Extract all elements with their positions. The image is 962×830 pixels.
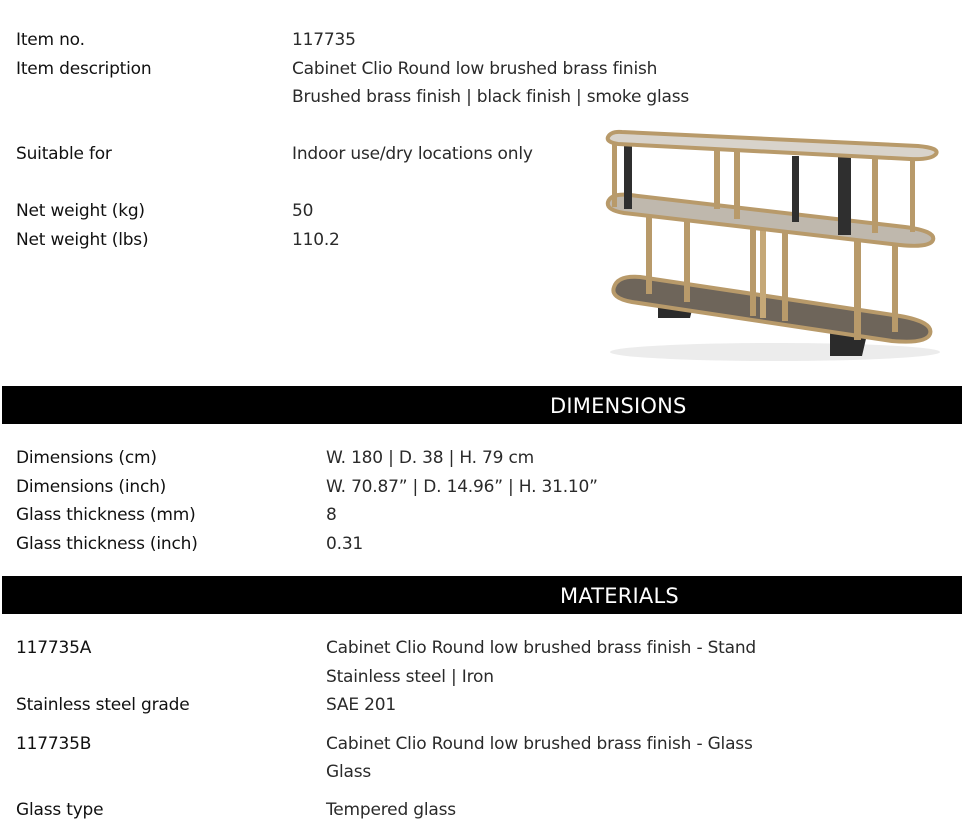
dimensions-header-bar bbox=[2, 386, 962, 424]
glass-thickness-inch-label: Glass thickness (inch) bbox=[16, 534, 198, 554]
item-no-label: Item no. bbox=[16, 30, 85, 50]
glass-description-line2: Glass bbox=[326, 762, 372, 782]
net-weight-lbs-value: 110.2 bbox=[292, 230, 340, 250]
glass-thickness-mm-value: 8 bbox=[326, 505, 337, 525]
suitable-for-label: Suitable for bbox=[16, 144, 112, 164]
item-description-label: Item description bbox=[16, 59, 152, 79]
stainless-steel-grade-value: SAE 201 bbox=[326, 695, 396, 715]
stand-description-line2: Stainless steel | Iron bbox=[326, 667, 494, 687]
cabinet-product-image bbox=[600, 120, 950, 370]
suitable-for-value: Indoor use/dry locations only bbox=[292, 144, 533, 164]
stand-description-line1: Cabinet Clio Round low brushed brass finish - Stand bbox=[326, 638, 757, 658]
glass-code-label: 117735B bbox=[16, 734, 92, 754]
stand-code-label: 117735A bbox=[16, 638, 92, 658]
item-description-line1: Cabinet Clio Round low brushed brass finish bbox=[292, 59, 658, 79]
dimensions-cm-label: Dimensions (cm) bbox=[16, 448, 157, 468]
glass-thickness-inch-value: 0.31 bbox=[326, 534, 364, 554]
glass-description-line1: Cabinet Clio Round low brushed brass finish - Glass bbox=[326, 734, 753, 754]
dimensions-title: DIMENSIONS bbox=[550, 394, 687, 418]
materials-title: MATERIALS bbox=[560, 584, 679, 608]
dimensions-inch-label: Dimensions (inch) bbox=[16, 477, 167, 497]
materials-header-bar bbox=[2, 576, 962, 614]
dimensions-inch-value: W. 70.87” | D. 14.96” | H. 31.10” bbox=[326, 477, 598, 497]
dimensions-cm-value: W. 180 | D. 38 | H. 79 cm bbox=[326, 448, 534, 468]
net-weight-kg-label: Net weight (kg) bbox=[16, 201, 145, 221]
stainless-steel-grade-label: Stainless steel grade bbox=[16, 695, 190, 715]
glass-type-label: Glass type bbox=[16, 800, 104, 820]
net-weight-kg-value: 50 bbox=[292, 201, 314, 221]
glass-thickness-mm-label: Glass thickness (mm) bbox=[16, 505, 196, 525]
item-description-line2: Brushed brass finish | black finish | smoke glass bbox=[292, 87, 690, 107]
item-no-value: 117735 bbox=[292, 30, 356, 50]
net-weight-lbs-label: Net weight (lbs) bbox=[16, 230, 149, 250]
glass-type-value: Tempered glass bbox=[326, 800, 456, 820]
